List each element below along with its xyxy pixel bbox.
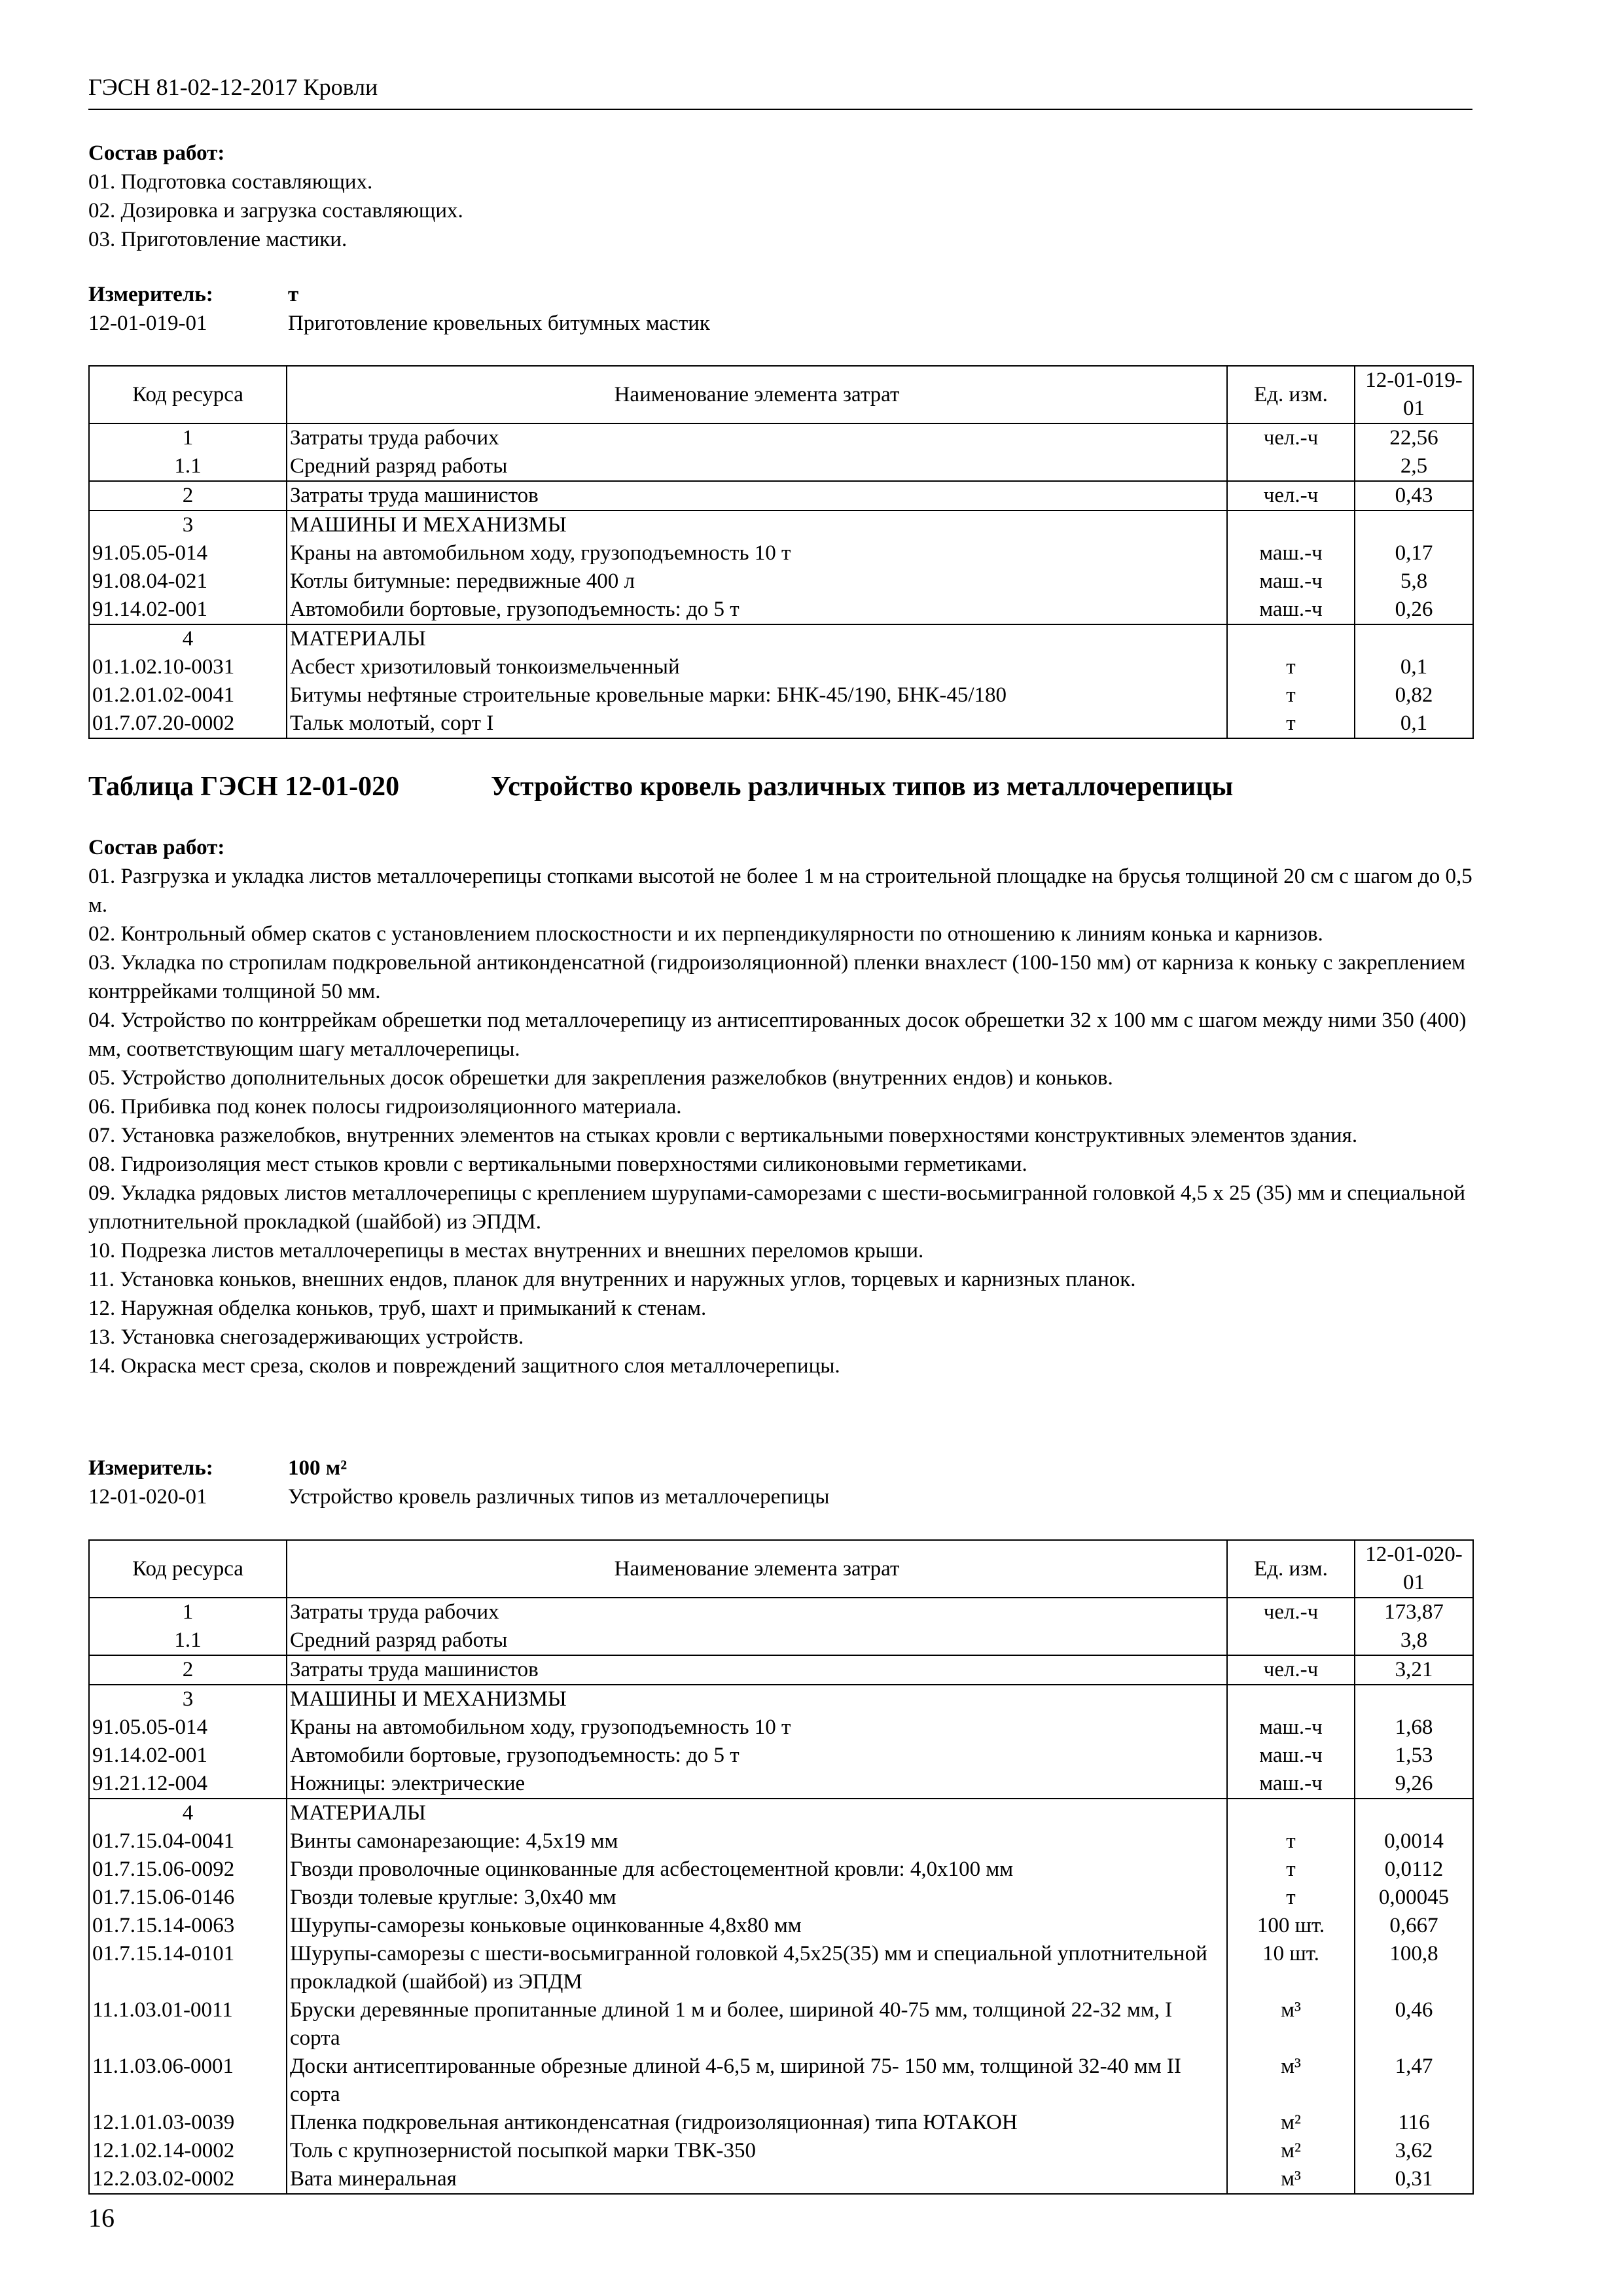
row-value: 0,1 <box>1355 709 1473 738</box>
measure-label: Измеритель: <box>88 283 213 306</box>
header-value: 12-01-019-01 <box>1355 366 1473 423</box>
header-code: Код ресурса <box>89 366 287 423</box>
row-value: 0,17 <box>1355 539 1473 567</box>
work-item: 05. Устройство дополнительных досок обрешетки для закрепления разжелобков (внутренних ендов) и коньков. <box>88 1066 1113 1090</box>
row-code: 91.05.05-014 <box>89 1713 287 1742</box>
row-value: 3,62 <box>1355 2137 1473 2165</box>
row-code: 2 <box>89 1655 287 1685</box>
row-name: Ножницы: электрические <box>287 1770 1227 1799</box>
row-name: Винты самонарезающие: 4,5х19 мм <box>287 1827 1227 1856</box>
table-row <box>89 567 1473 596</box>
table-row <box>89 1912 1473 1940</box>
works-list-1 <box>88 139 1476 254</box>
row-name: Вата минеральная <box>287 2165 1227 2194</box>
row-unit <box>1227 511 1355 539</box>
table-row <box>89 1799 1473 1827</box>
row-value: 100,8 <box>1355 1940 1473 1996</box>
row-name: Шурупы-саморезы с шести-восьмигранной головкой 4,5х25(35) мм и специальной уплотнительной прокладкой (шайбой) из ЭПДМ <box>287 1940 1227 1996</box>
row-code: 4 <box>89 1799 287 1827</box>
row-code: 01.7.07.20-0002 <box>89 709 287 738</box>
row-code: 01.7.15.06-0092 <box>89 1856 287 1884</box>
row-name: Автомобили бортовые, грузоподъемность: до 5 т <box>287 1742 1227 1770</box>
row-unit: м² <box>1227 2109 1355 2137</box>
row-value: 1,68 <box>1355 1713 1473 1742</box>
header-unit: Ед. изм. <box>1227 1540 1355 1598</box>
table-row <box>89 481 1473 511</box>
row-name: МАШИНЫ И МЕХАНИЗМЫ <box>287 511 1227 539</box>
row-value: 173,87 <box>1355 1598 1473 1626</box>
work-item: 07. Установка разжелобков, внутренних элементов на стыках кровли с вертикальными поверхностями конструктивных элементов здания. <box>88 1124 1358 1147</box>
row-name: Доски антисептированные обрезные длиной 4-6,5 м, шириной 75- 150 мм, толщиной 32-40 мм II сорта <box>287 2053 1227 2109</box>
row-code: 91.05.05-014 <box>89 539 287 567</box>
row-unit: т <box>1227 1827 1355 1856</box>
row-name: Тальк молотый, сорт I <box>287 709 1227 738</box>
work-item: 13. Установка снегозадерживающих устройств. <box>88 1325 524 1349</box>
row-value: 3,8 <box>1355 1626 1473 1655</box>
row-unit <box>1227 1626 1355 1655</box>
row-value: 3,21 <box>1355 1655 1473 1685</box>
row-name: Средний разряд работы <box>287 452 1227 481</box>
row-value: 0,0014 <box>1355 1827 1473 1856</box>
resource-table-1 <box>88 365 1474 739</box>
row-value: 5,8 <box>1355 567 1473 596</box>
work-item: 11. Установка коньков, внешних ендов, планок для внутренних и наружных углов, торцевых и карнизных планок. <box>88 1268 1136 1291</box>
table-row <box>89 452 1473 481</box>
section-title <box>88 771 1233 802</box>
row-value: 0,46 <box>1355 1996 1473 2053</box>
row-code: 01.2.01.02-0041 <box>89 681 287 709</box>
table-row <box>89 653 1473 681</box>
row-unit: маш.-ч <box>1227 1742 1355 1770</box>
item-name: Устройство кровель различных типов из металлочерепицы <box>288 1485 830 1509</box>
row-code: 91.14.02-001 <box>89 596 287 624</box>
row-value: 116 <box>1355 2109 1473 2137</box>
row-name: Бруски деревянные пропитанные длиной 1 м и более, шириной 40-75 мм, толщиной 22-32 мм, I сорта <box>287 1996 1227 2053</box>
item-code: 12-01-019-01 <box>88 312 207 335</box>
row-name: Автомобили бортовые, грузоподъемность: до 5 т <box>287 596 1227 624</box>
row-value: 9,26 <box>1355 1770 1473 1799</box>
row-unit <box>1227 624 1355 653</box>
table-row <box>89 1685 1473 1713</box>
row-name: Затраты труда рабочих <box>287 423 1227 452</box>
table-row <box>89 2137 1473 2165</box>
row-value: 0,31 <box>1355 2165 1473 2194</box>
works-title: Состав работ: <box>88 836 225 859</box>
row-name: МАТЕРИАЛЫ <box>287 1799 1227 1827</box>
table-row <box>89 2053 1473 2109</box>
work-item: 10. Подрезка листов металлочерепицы в местах внутренних и внешних переломов крыши. <box>88 1239 924 1263</box>
row-code: 12.2.03.02-0002 <box>89 2165 287 2194</box>
row-unit: маш.-ч <box>1227 567 1355 596</box>
table-row <box>89 596 1473 624</box>
row-code: 01.1.02.10-0031 <box>89 653 287 681</box>
row-value: 0,1 <box>1355 653 1473 681</box>
row-unit: м³ <box>1227 2165 1355 2194</box>
row-code: 1.1 <box>89 452 287 481</box>
row-code: 12.1.02.14-0002 <box>89 2137 287 2165</box>
table-row <box>89 1713 1473 1742</box>
table-row <box>89 1884 1473 1912</box>
row-code: 3 <box>89 511 287 539</box>
work-item: 08. Гидроизоляция мест стыков кровли с вертикальными поверхностями силиконовыми герметиками. <box>88 1153 1027 1176</box>
row-name: МАТЕРИАЛЫ <box>287 624 1227 653</box>
row-unit <box>1227 1799 1355 1827</box>
row-value: 0,667 <box>1355 1912 1473 1940</box>
measure-unit: 100 м² <box>288 1456 348 1480</box>
row-name: Шурупы-саморезы коньковые оцинкованные 4,8х80 мм <box>287 1912 1227 1940</box>
row-value <box>1355 624 1473 653</box>
row-value <box>1355 1799 1473 1827</box>
row-code: 3 <box>89 1685 287 1713</box>
row-name: Гвозди проволочные оцинкованные для асбестоцементной кровли: 4,0х100 мм <box>287 1856 1227 1884</box>
table-title: Устройство кровель различных типов из металлочерепицы <box>491 772 1234 802</box>
work-item: 06. Прибивка под конек полосы гидроизоляционного материала. <box>88 1095 682 1119</box>
row-unit: чел.-ч <box>1227 1598 1355 1626</box>
row-value: 0,43 <box>1355 481 1473 511</box>
row-unit: т <box>1227 653 1355 681</box>
row-code: 11.1.03.06-0001 <box>89 2053 287 2109</box>
row-code: 1 <box>89 1598 287 1626</box>
header-name: Наименование элемента затрат <box>287 366 1227 423</box>
running-header: ГЭСН 81-02-12-2017 Кровли <box>88 74 378 100</box>
row-code: 01.7.15.14-0101 <box>89 1940 287 1996</box>
work-item: 03. Укладка по стропилам подкровельной антиконденсатной (гидроизоляционной) пленки внахлест (100-150 мм) от карниза к коньку с закреплением контррейками толщиной 50 мм. <box>88 951 1465 1003</box>
row-unit: т <box>1227 1856 1355 1884</box>
row-name: Гвозди толевые круглые: 3,0х40 мм <box>287 1884 1227 1912</box>
row-code: 91.08.04-021 <box>89 567 287 596</box>
header-code: Код ресурса <box>89 1540 287 1598</box>
row-name: Толь с крупнозернистой посыпкой марки ТВК-350 <box>287 2137 1227 2165</box>
work-item: 01. Подготовка составляющих. <box>88 170 373 194</box>
table-row <box>89 1827 1473 1856</box>
header-name: Наименование элемента затрат <box>287 1540 1227 1598</box>
work-item: 14. Окраска мест среза, сколов и повреждений защитного слоя металлочерепицы. <box>88 1354 840 1378</box>
table-row <box>89 1856 1473 1884</box>
row-code: 4 <box>89 624 287 653</box>
table-row <box>89 539 1473 567</box>
row-name: Пленка подкровельная антиконденсатная (гидроизоляционная) типа ЮТАКОН <box>287 2109 1227 2137</box>
row-name: Краны на автомобильном ходу, грузоподъемность 10 т <box>287 1713 1227 1742</box>
row-code: 1.1 <box>89 1626 287 1655</box>
page-number: 16 <box>88 2203 115 2233</box>
row-code: 91.14.02-001 <box>89 1742 287 1770</box>
row-value: 0,82 <box>1355 681 1473 709</box>
row-unit <box>1227 1685 1355 1713</box>
table-row <box>89 709 1473 738</box>
table-row <box>89 511 1473 539</box>
row-value <box>1355 1685 1473 1713</box>
resource-table-2 <box>88 1539 1474 2195</box>
row-unit: маш.-ч <box>1227 596 1355 624</box>
table-row <box>89 1742 1473 1770</box>
table-row <box>89 624 1473 653</box>
row-code: 01.7.15.06-0146 <box>89 1884 287 1912</box>
row-unit: маш.-ч <box>1227 1770 1355 1799</box>
row-value: 22,56 <box>1355 423 1473 452</box>
table-row <box>89 423 1473 452</box>
row-unit: т <box>1227 709 1355 738</box>
row-code: 91.21.12-004 <box>89 1770 287 1799</box>
table-row <box>89 1996 1473 2053</box>
row-unit: 10 шт. <box>1227 1940 1355 1996</box>
row-code: 2 <box>89 481 287 511</box>
works-list-2 <box>88 833 1476 1380</box>
work-item: 04. Устройство по контррейкам обрешетки под металлочерепицу из антисептированных досок обрешетки 32 х 100 мм с шагом между ними 350 (400) мм, соответствующим шагу металлочерепицы. <box>88 1009 1467 1061</box>
row-unit: маш.-ч <box>1227 539 1355 567</box>
row-unit: маш.-ч <box>1227 1713 1355 1742</box>
table-row <box>89 2165 1473 2194</box>
row-name: Краны на автомобильном ходу, грузоподъемность 10 т <box>287 539 1227 567</box>
row-value: 1,53 <box>1355 1742 1473 1770</box>
row-code: 01.7.15.04-0041 <box>89 1827 287 1856</box>
header-unit: Ед. изм. <box>1227 366 1355 423</box>
row-name: МАШИНЫ И МЕХАНИЗМЫ <box>287 1685 1227 1713</box>
row-name: Асбест хризотиловый тонкоизмельченный <box>287 653 1227 681</box>
row-unit: 100 шт. <box>1227 1912 1355 1940</box>
row-unit: м³ <box>1227 2053 1355 2109</box>
row-name: Затраты труда машинистов <box>287 481 1227 511</box>
row-value: 2,5 <box>1355 452 1473 481</box>
measure-label: Измеритель: <box>88 1456 213 1480</box>
row-value: 1,47 <box>1355 2053 1473 2109</box>
table-row <box>89 2109 1473 2137</box>
header-rule <box>88 109 1472 110</box>
table-row <box>89 1655 1473 1685</box>
row-unit: чел.-ч <box>1227 1655 1355 1685</box>
row-unit: м² <box>1227 2137 1355 2165</box>
table-row <box>89 1598 1473 1626</box>
table-label: Таблица ГЭСН 12-01-020 <box>88 772 400 802</box>
item-code: 12-01-020-01 <box>88 1485 207 1509</box>
works-title: Состав работ: <box>88 141 225 165</box>
row-name: Битумы нефтяные строительные кровельные марки: БНК-45/190, БНК-45/180 <box>287 681 1227 709</box>
table-row <box>89 1626 1473 1655</box>
row-unit: чел.-ч <box>1227 481 1355 511</box>
work-item: 12. Наружная обделка коньков, труб, шахт и примыканий к стенам. <box>88 1297 707 1320</box>
row-value: 0,00045 <box>1355 1884 1473 1912</box>
work-item: 01. Разгрузка и укладка листов металлочерепицы стопками высотой не более 1 м на строительной площадке на брусья толщиной 20 см с шагом до 0,5 м. <box>88 865 1472 917</box>
row-unit <box>1227 452 1355 481</box>
row-code: 11.1.03.01-0011 <box>89 1996 287 2053</box>
row-unit: м³ <box>1227 1996 1355 2053</box>
row-unit: т <box>1227 681 1355 709</box>
table-row <box>89 1940 1473 1996</box>
row-unit: т <box>1227 1884 1355 1912</box>
table-row <box>89 1770 1473 1799</box>
item-name: Приготовление кровельных битумных мастик <box>288 312 710 335</box>
work-item: 03. Приготовление мастики. <box>88 228 348 251</box>
work-item: 09. Укладка рядовых листов металлочерепицы с креплением шурупами-саморезами с шести-восьмигранной головкой 4,5 х 25 (35) мм и специальной уплотнительной прокладкой (шайбой) из ЭПДМ. <box>88 1181 1466 1234</box>
row-code: 12.1.01.03-0039 <box>89 2109 287 2137</box>
work-item: 02. Дозировка и загрузка составляющих. <box>88 199 463 223</box>
row-value: 0,0112 <box>1355 1856 1473 1884</box>
row-name: Котлы битумные: передвижные 400 л <box>287 567 1227 596</box>
measure-unit: т <box>288 283 299 306</box>
row-value <box>1355 511 1473 539</box>
row-unit: чел.-ч <box>1227 423 1355 452</box>
work-item: 02. Контрольный обмер скатов с установлением плоскостности и их перпендикулярности по отношению к линиям конька и карнизов. <box>88 922 1323 946</box>
row-code: 1 <box>89 423 287 452</box>
row-name: Средний разряд работы <box>287 1626 1227 1655</box>
header-value: 12-01-020-01 <box>1355 1540 1473 1598</box>
table-row <box>89 681 1473 709</box>
row-value: 0,26 <box>1355 596 1473 624</box>
row-name: Затраты труда рабочих <box>287 1598 1227 1626</box>
row-name: Затраты труда машинистов <box>287 1655 1227 1685</box>
row-code: 01.7.15.14-0063 <box>89 1912 287 1940</box>
